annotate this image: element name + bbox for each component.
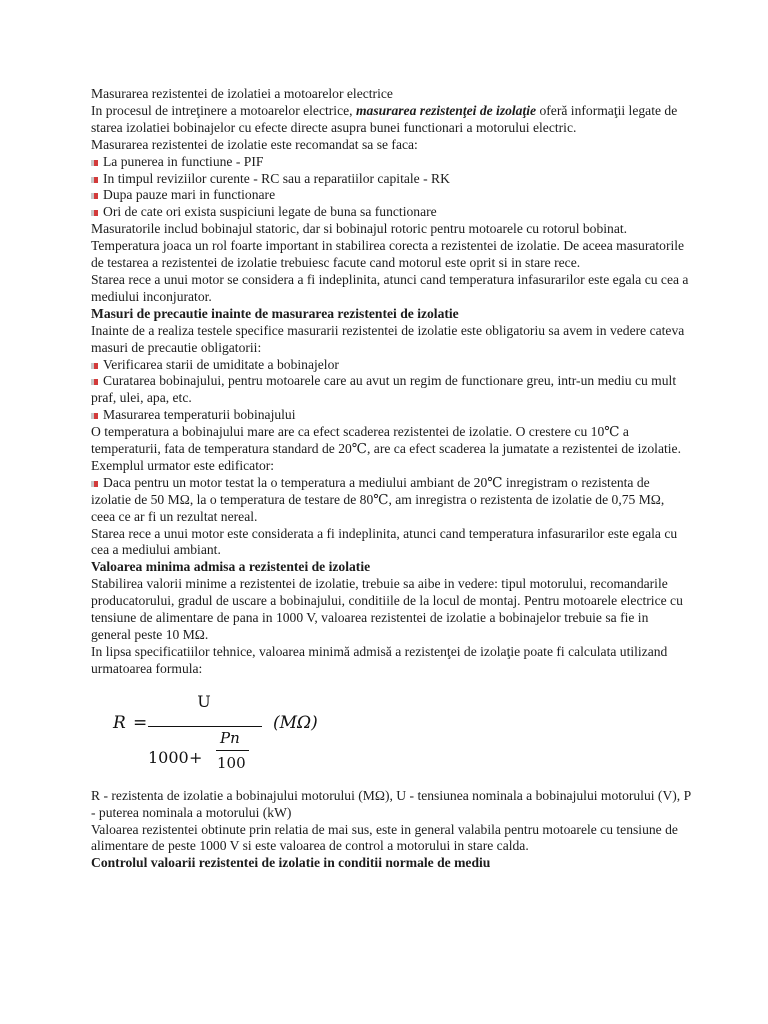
square-bullet-icon: [91, 413, 98, 419]
cold-state-paragraph: Starea rece a unui motor se considera a fi indeplinita, atunci cand temperatura infasurarilor este egala cu cea a mediului inconjurator.: [91, 271, 689, 304]
formula-pn-denominator: 100: [217, 753, 246, 772]
list-item-text: Curatarea bobinajului, pentru motoarele care au avut un regim de functionare greu, intr-un mediu cu mult praf, ulei, apa, etc.: [91, 373, 677, 406]
list-item: [91, 171, 691, 188]
heading-precautions: Masuri de precautie inainte de masurarea rezistentei de izolatie: [91, 305, 459, 321]
example-item-text: Daca pentru un motor testat la o temperatura a mediului ambiant de 20℃ inregistram o rezistenta de izolatie de 50 MΩ, la o temperatura de testare de 80℃, am inregistra o rezistenta de izolatie de 0,75 MΩ, ceea ce ar fi un rezultat nereal.: [91, 474, 665, 524]
square-bullet-icon: [91, 160, 98, 166]
list-item-text: Verificarea starii de umiditate a bobinajelor: [103, 356, 339, 372]
validity-paragraph: Valoarea rezistentei obtinute prin relatia de mai sus, este in general valabila pentru motoarele cu tensiune de alimentare de peste 1000 V si este valoarea de control a motorului in stare calda.: [91, 821, 678, 854]
cold-state-paragraph-2: Starea rece a unui motor este considerata a fi indeplinita, atunci cand temperatura infasurarilor este egala cu cea a mediului ambiant.: [91, 525, 678, 558]
list-item: [91, 154, 691, 171]
precautions-intro: Inainte de a realiza testele specifice masurarii rezistentei de izolatie este obligatoriu sa avem in vedere cateva masuri de precautie obligatorii:: [91, 322, 685, 355]
list-item-text: In timpul reviziilor curente - RC sau a reparatiilor capitale - RK: [103, 170, 450, 186]
min-value-paragraph: Stabilirea valorii minime a rezistentei de izolatie, trebuie sa aibe in vedere: tipul motorului, recomandarile producatorului, gradul de uscare a bobinajului, conditiile de la locul de montaj. Pentru motoarele electrice cu tensiune de alimentare de pana in 1000 V, valoarea rezistentei de izolatie a bobinajelor trebuie sa fie in general peste 10 MΩ.: [91, 576, 683, 642]
formula-plus: +: [189, 747, 203, 767]
list-item: [91, 187, 691, 204]
example-item: [91, 475, 691, 526]
intro-after: oferă informaţii legate de starea izolatiei bobinajelor cu efecte directe asupra bunei functionari a motorului electric.: [91, 102, 678, 135]
list-item: [91, 357, 691, 374]
inner-fraction-bar: [216, 750, 249, 751]
recommended-list: [91, 154, 691, 222]
list-item: [91, 204, 691, 221]
precautions-list: [91, 357, 691, 425]
intro-emphasis: masurarea rezistenţei de izolaţie: [355, 102, 537, 118]
list-item-text: Dupa pauze mari in functionare: [103, 187, 276, 203]
formula-numerator: U: [197, 691, 211, 711]
list-item-text: La punerea in functiune - PIF: [103, 153, 264, 169]
square-bullet-icon: [91, 379, 98, 385]
list-item-text: Masurarea temperaturii bobinajului: [103, 407, 296, 423]
square-bullet-icon: [91, 177, 98, 183]
square-bullet-icon: [91, 363, 98, 369]
list-item: [91, 407, 691, 424]
square-bullet-icon: [91, 193, 98, 199]
list-item: [91, 373, 691, 407]
formula-unit: (MΩ): [273, 712, 318, 733]
document-title: Masurarea rezistentei de izolatiei a motoarelor electrice: [91, 86, 393, 101]
square-bullet-icon: [91, 210, 98, 216]
formula-lhs: R: [113, 712, 126, 733]
intro-paragraph: [91, 103, 691, 137]
intro-before: In procesul de intreţinere a motoarelor electrice,: [91, 102, 356, 118]
temperature-effect-paragraph: O temperatura a bobinajului mare are ca efect scaderea rezistentei de izolatie. O crestere cu 10℃ a temperaturii, fata de temperatura standard de 20℃, are ca efect scaderea la jumatate a rezistentei de izolatie. Exemplul urmator este edificator:: [91, 424, 681, 473]
recommended-paragraph: Masurarea rezistentei de izolatie este recomandat sa se faca:: [91, 136, 418, 152]
legend-paragraph: R - rezistenta de izolatie a bobinajului motorului (MΩ), U - tensiunea nominala a bobinajului motorului (V), P - puterea nominala a motorului (kW): [91, 787, 691, 820]
square-bullet-icon: [91, 481, 98, 487]
fraction-bar: [148, 726, 262, 727]
formula-equals: =: [133, 712, 148, 733]
formula-pn: Pn: [220, 728, 240, 747]
document-page: [91, 86, 691, 872]
heading-min-value: Valoarea minima admisa a rezistentei de izolatie: [91, 559, 371, 575]
formula-denominator-const: 1000: [148, 747, 189, 767]
list-item-text: Ori de cate ori exista suspiciuni legate de buna sa functionare: [103, 204, 437, 220]
heading-control: Controlul valoarii rezistentei de izolatie in conditii normale de mediu: [91, 855, 491, 871]
insulation-formula: [113, 688, 691, 782]
measurements-paragraph: Masuratorile includ bobinajul statoric, dar si bobinajul rotoric pentru motoarele cu rotorul bobinat. Temperatura joaca un rol foarte important in stabilirea corecta a rezistentei de izolatie. De aceea masuratorile de testarea a rezistentei de izolatie trebuiesc facute cand motorul este oprit si in stare rece.: [91, 221, 685, 271]
no-specs-paragraph: In lipsa specificatiilor tehnice, valoarea minimă admisă a rezistenţei de izolaţie poate fi calculata utilizand urmatoarea formula:: [91, 643, 668, 676]
